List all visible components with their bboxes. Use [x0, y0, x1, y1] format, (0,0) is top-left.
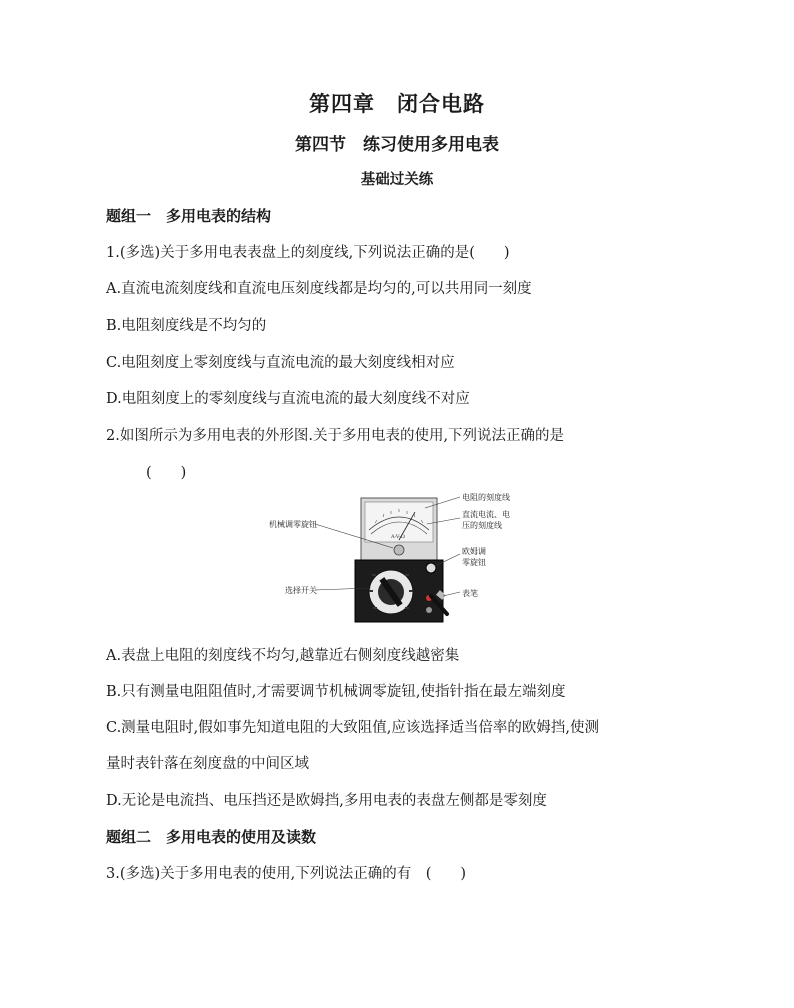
q2-option-c: C.测量电阻时,假如事先知道电阻的大致阻值,应该选择适当倍率的欧姆挡,使测 [106, 720, 600, 736]
label-selector: 选择开关 [285, 586, 317, 595]
q2-answer-paren: ( ) [146, 465, 187, 481]
q2-option-c-cont: 量时表针落在刻度盘的中间区域 [106, 756, 309, 772]
label-dc-scale-line1: 直流电流、电 [462, 510, 510, 519]
group-1-title: 题组一 多用电表的结构 [106, 207, 272, 225]
label-dc-scale-line2: 压的刻度线 [462, 521, 502, 530]
q2-option-b: B.只有测量电阻阻值时,才需要调节机械调零旋钮,使指针指在最左端刻度 [106, 684, 566, 700]
group-2-title: 题组二 多用电表的使用及读数 [106, 828, 317, 846]
label-ohm-zero-line2: 零旋钮 [462, 558, 486, 567]
q1-stem: 1.(多选)关于多用电表表盘上的刻度线,下列说法正确的是( ) [106, 245, 510, 261]
q2-option-d: D.无论是电流挡、电压挡还是欧姆挡,多用电表的表盘左侧都是零刻度 [106, 793, 547, 809]
q1-option-a: A.直流电流刻度线和直流电压刻度线都是均匀的,可以共用同一刻度 [106, 281, 532, 297]
label-mech-zero: 机械调零旋钮 [269, 520, 317, 529]
label-probe: 表笔 [462, 589, 478, 598]
q3-stem: 3.(多选)关于多用电表的使用,下列说法正确的有 ( ) [106, 866, 467, 882]
section-title: 第四节 练习使用多用电表 [295, 135, 499, 155]
label-ohm-zero-line1: 欧姆调 [462, 547, 486, 556]
multimeter-figure [265, 490, 545, 628]
q1-option-b: B.电阻刻度线是不均匀的 [106, 318, 267, 334]
chapter-title: 第四章 闭合电路 [309, 92, 485, 116]
subsection-title: 基础过关练 [360, 172, 434, 188]
dial-text: A-V-Ω [391, 534, 405, 540]
label-resistance-scale: 电阻的刻度线 [462, 493, 510, 502]
q1-option-d: D.电阻刻度上的零刻度线与直流电流的最大刻度线不对应 [106, 391, 470, 407]
q1-option-c: C.电阻刻度上零刻度线与直流电流的最大刻度线相对应 [106, 355, 455, 371]
q2-option-a: A.表盘上电阻的刻度线不均匀,越靠近右侧刻度线越密集 [106, 648, 460, 664]
q2-stem: 2.如图所示为多用电表的外形图.关于多用电表的使用,下列说法正确的是 [106, 428, 565, 444]
